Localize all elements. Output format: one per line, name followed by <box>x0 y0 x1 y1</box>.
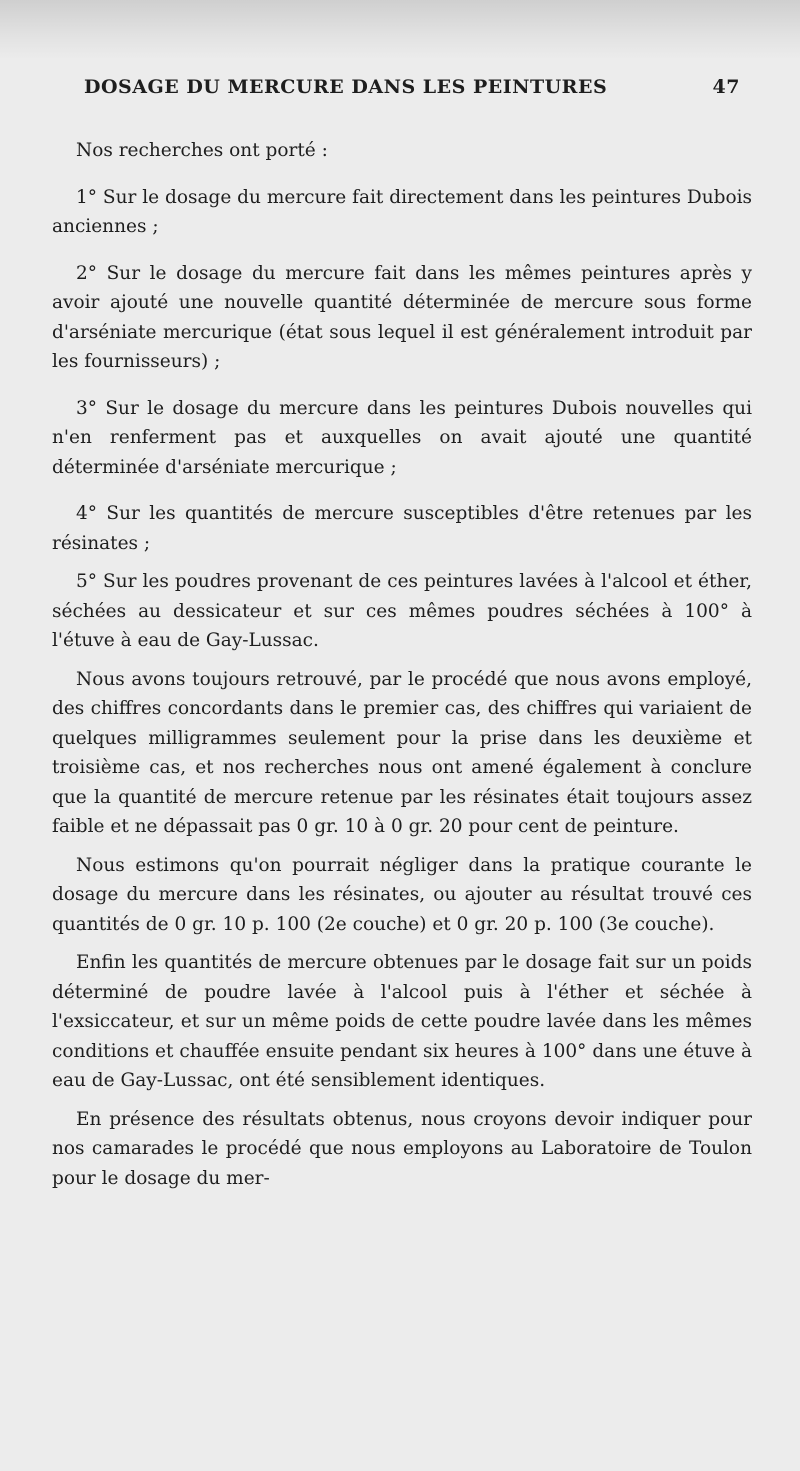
paragraph-item-3: 3° Sur le dosage du mercure dans les peintures Dubois nouvelles qui n'en renferment pas et auxquelles on avait ajouté une quantité déterminée d'arséniate mercurique ; <box>52 397 752 478</box>
page-number: 47 <box>712 76 740 98</box>
paragraph-enfin: Enfin les quantités de mercure obtenues par le dosage fait sur un poids déterminé de poudre lavée à l'alcool puis à l'éther et séchée à l'exsiccateur, et sur un même poids de cette poudre lavée dans les mêmes conditions et chauffée ensuite pendant six heures à 100° dans une étuve à eau de Gay-Lussac, ont été sensiblement identiques. <box>52 952 752 1091</box>
paragraph-item-1: 1° Sur le dosage du mercure fait directement dans les peintures Dubois anciennes ; <box>52 186 752 237</box>
paragraph-intro: Nos recherches ont porté : <box>76 140 328 161</box>
paragraph-item-4: 4° Sur les quantités de mercure susceptibles d'être retenues par les résinates ; <box>52 503 752 554</box>
running-title: DOSAGE DU MERCURE DANS LES PEINTURES <box>84 76 608 98</box>
paragraph-item-2: 2° Sur le dosage du mercure fait dans les mêmes peintures après y avoir ajouté une nouvelle quantité déterminée de mercure sous forme d'arséniate mercurique (état sous lequel il est généralement introduit par les fournisseurs) ; <box>52 262 752 372</box>
paragraph-results: Nous avons toujours retrouvé, par le procédé que nous avons employé, des chiffres concordants dans le premier cas, des chiffres qui variaient de quelques milligrammes seulement pour la prise dans les deuxième et troisième cas, et nos recherches nous ont amené également à conclure que la quantité de mercure retenue par les résinates était toujours assez faible et ne dépassait pas 0 gr. 10 à 0 gr. 20 pour cent de peinture. <box>52 668 752 837</box>
body-text <box>52 136 752 1193</box>
running-head <box>84 76 740 108</box>
paragraph-item-5: 5° Sur les poudres provenant de ces peintures lavées à l'alcool et éther, séchées au dessicateur et sur ces mêmes poudres séchées à 100° à l'étuve à eau de Gay-Lussac. <box>52 571 752 651</box>
paragraph-conclusion: En présence des résultats obtenus, nous croyons devoir indiquer pour nos camarades le procédé que nous employons au Laboratoire de Toulon pour le dosage du mer- <box>52 1108 752 1189</box>
paragraph-estimate: Nous estimons qu'on pourrait négliger dans la pratique courante le dosage du mercure dans les résinates, ou ajouter au résultat trouvé ces quantités de 0 gr. 10 p. 100 (2e couche) et 0 gr. 20 p. 100 (3e couche). <box>52 854 752 935</box>
